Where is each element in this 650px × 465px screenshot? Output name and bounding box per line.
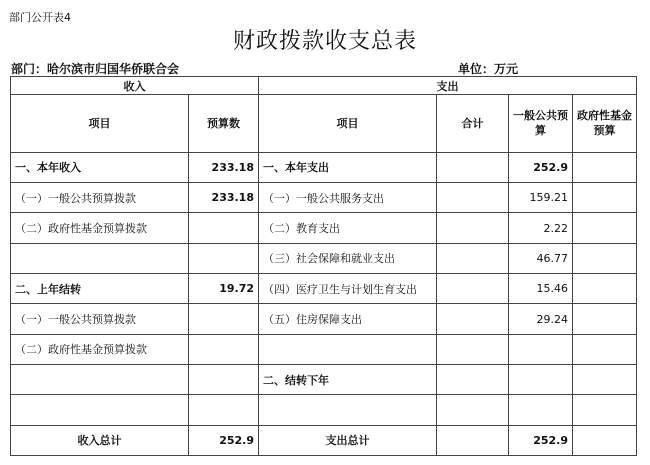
department-label: 部门：哈尔滨市归国华侨联合会 [11, 62, 180, 76]
income-item: 二、上年结转 [11, 274, 189, 304]
expense-total [437, 213, 509, 243]
expense-general: 159.21 [509, 183, 573, 213]
col-budget: 预算数 [189, 95, 259, 153]
expense-total [437, 243, 509, 273]
expense-general: 252.9 [509, 152, 573, 182]
expense-total [437, 425, 509, 455]
income-item [11, 243, 189, 273]
expense-general: 29.24 [509, 304, 573, 334]
income-group-header: 收入 [11, 77, 259, 95]
budget-summary-table [10, 76, 637, 456]
table-row [11, 152, 637, 182]
expense-fund [573, 334, 637, 364]
col-general-budget: 一般公共预算 [509, 95, 573, 153]
expense-fund [573, 243, 637, 273]
column-header-row [11, 95, 637, 153]
expense-general [509, 364, 573, 394]
expense-total-label: 支出总计 [259, 425, 437, 455]
income-value [189, 213, 259, 243]
expense-item [259, 334, 437, 364]
expense-fund [573, 274, 637, 304]
col-income-item: 项目 [11, 95, 189, 153]
expense-fund [573, 152, 637, 182]
income-item: （一）一般公共预算拨款 [11, 183, 189, 213]
expense-item [259, 395, 437, 425]
income-item: （二）政府性基金预算拨款 [11, 334, 189, 364]
expense-general: 2.22 [509, 213, 573, 243]
table-row [11, 395, 637, 425]
col-expense-item: 项目 [259, 95, 437, 153]
income-item [11, 395, 189, 425]
expense-item: （三）社会保障和就业支出 [259, 243, 437, 273]
expense-total-general: 252.9 [509, 425, 573, 455]
expense-group-header: 支出 [259, 77, 637, 95]
expense-total [437, 334, 509, 364]
table-row [11, 364, 637, 394]
expense-total [437, 364, 509, 394]
table-row [11, 213, 637, 243]
expense-fund [573, 213, 637, 243]
income-item: （二）政府性基金预算拨款 [11, 213, 189, 243]
income-value [189, 395, 259, 425]
expense-general [509, 395, 573, 425]
expense-fund [573, 183, 637, 213]
expense-fund [573, 304, 637, 334]
table-row [11, 243, 637, 273]
table-row [11, 183, 637, 213]
table-row [11, 304, 637, 334]
expense-total [437, 274, 509, 304]
expense-item: （一）一般公共服务支出 [259, 183, 437, 213]
expense-fund [573, 395, 637, 425]
expense-item: （二）教育支出 [259, 213, 437, 243]
expense-total [437, 183, 509, 213]
income-item [11, 364, 189, 394]
expense-item: （四）医疗卫生与计划生育支出 [259, 274, 437, 304]
income-value [189, 243, 259, 273]
expense-item: 一、本年支出 [259, 152, 437, 182]
expense-general: 46.77 [509, 243, 573, 273]
income-total-value: 252.9 [189, 425, 259, 455]
expense-fund [573, 364, 637, 394]
expense-general [509, 334, 573, 364]
page-title: 财政拨款收支总表 [232, 29, 417, 54]
income-value [189, 304, 259, 334]
income-value: 233.18 [189, 183, 259, 213]
expense-total [437, 395, 509, 425]
expense-total [437, 304, 509, 334]
table-row-totals [11, 425, 637, 455]
table-row [11, 274, 637, 304]
expense-fund [573, 425, 637, 455]
income-value [189, 334, 259, 364]
group-header-row [11, 77, 637, 95]
expense-item: （五）住房保障支出 [259, 304, 437, 334]
expense-item: 二、结转下年 [259, 364, 437, 394]
expense-total [437, 152, 509, 182]
income-item: （一）一般公共预算拨款 [11, 304, 189, 334]
income-total-label: 收入总计 [11, 425, 189, 455]
table-row [11, 334, 637, 364]
income-value: 233.18 [189, 152, 259, 182]
form-number: 部门公开表4 [9, 11, 71, 24]
col-fund-budget: 政府性基金预算 [573, 95, 637, 153]
col-total: 合计 [437, 95, 509, 153]
unit-label: 单位：万元 [458, 62, 519, 76]
income-value [189, 364, 259, 394]
income-item: 一、本年收入 [11, 152, 189, 182]
expense-general: 15.46 [509, 274, 573, 304]
income-value: 19.72 [189, 274, 259, 304]
